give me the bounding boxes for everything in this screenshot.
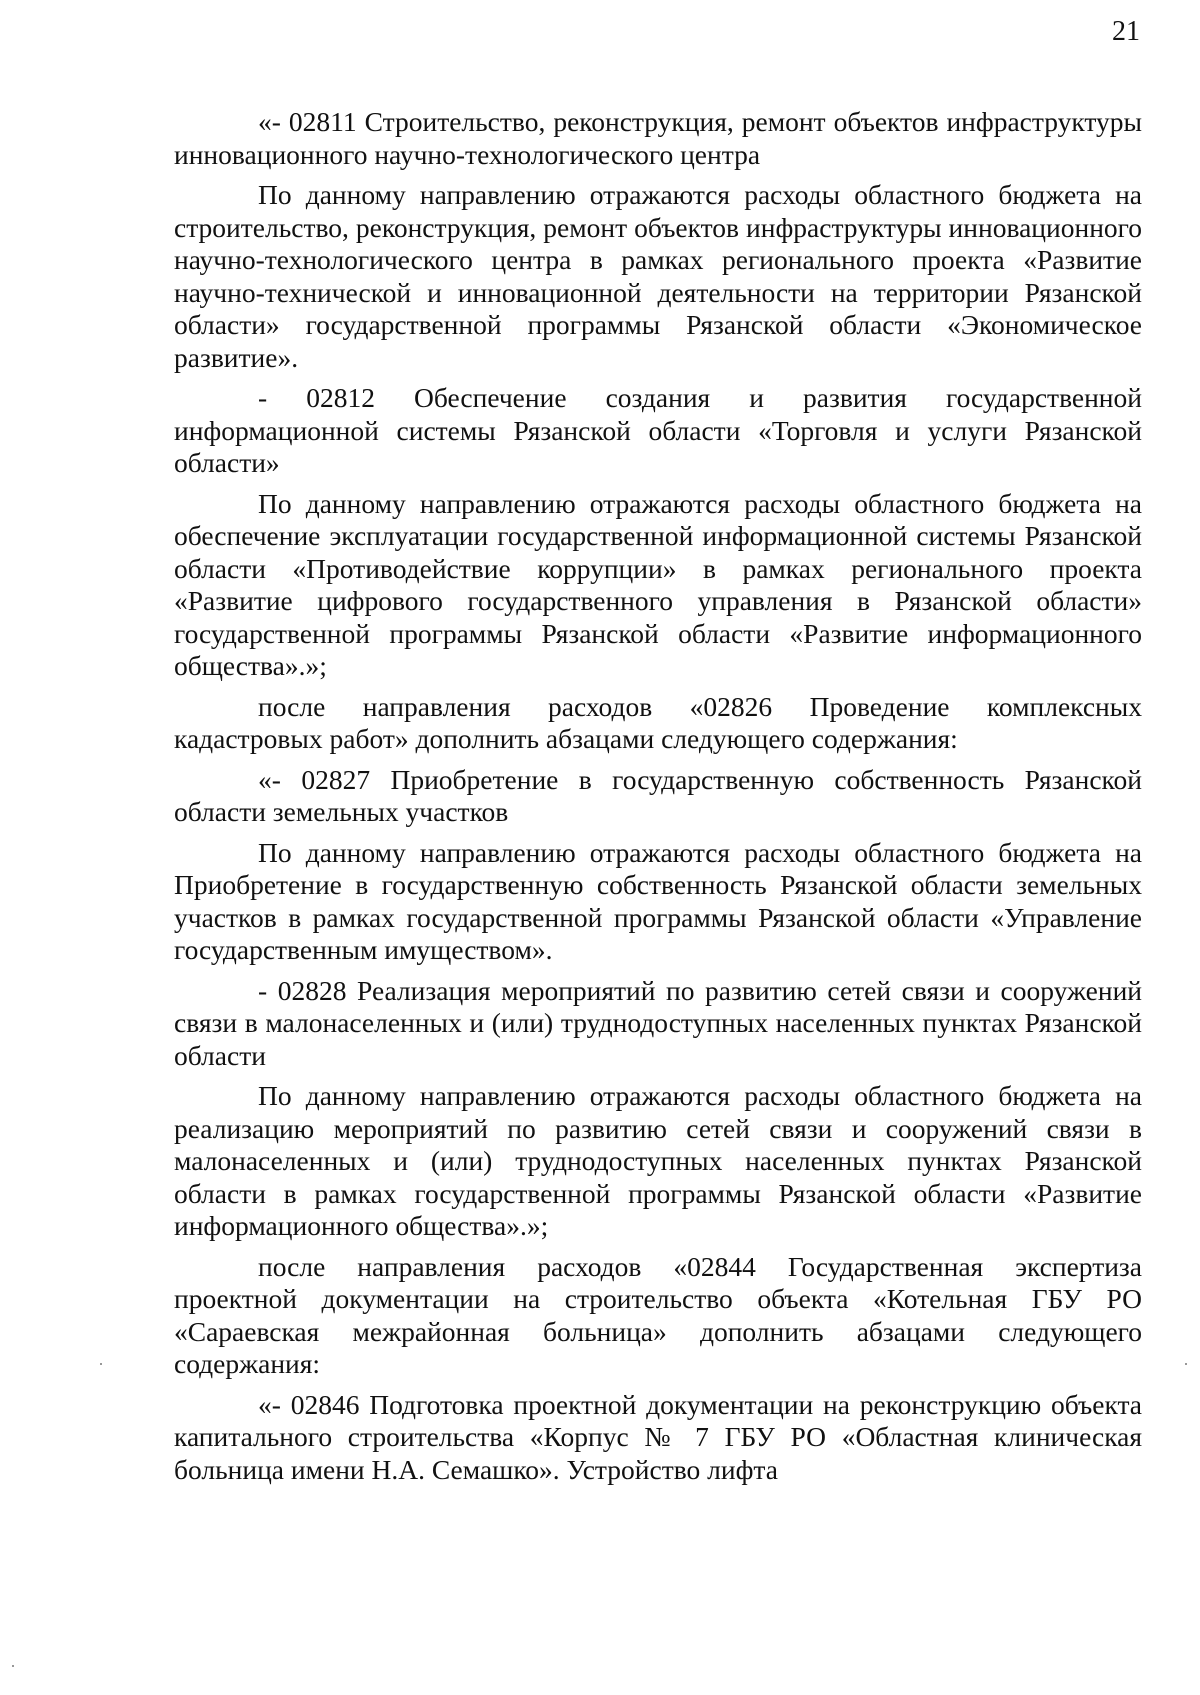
paragraph-02828-heading: - 02828 Реализация мероприятий по развитию сетей связи и сооружений связи в малонаселенных и (или) труднодоступных населенных пунктах Рязанской области (174, 974, 1142, 1071)
paragraph-02827-description: По данному направлению отражаются расходы областного бюджета на Приобретение в государственную собственность Рязанской области земельных участков в рамках государственной программы Рязанской области «Управление государственным имуществом». (174, 836, 1142, 965)
paragraph-02812-heading: - 02812 Обеспечение создания и развития государственной информационной системы Рязанской области «Торговля и услуги Рязанской области» (174, 382, 1142, 478)
page-number: 21 (1112, 16, 1140, 47)
scan-speck (100, 1363, 102, 1365)
scan-speck (12, 1665, 14, 1667)
paragraph-insert-after-02844: после направления расходов «02844 Государственная экспертиза проектной документации на строительство объекта «Котельная ГБУ РО «Сараевская межрайонная больница» дополнить абзацами следующего содержания: (174, 1250, 1142, 1379)
paragraph-02828-description: По данному направлению отражаются расходы областного бюджета на реализацию мероприятий по развитию сетей связи и сооружений связи в малонаселенных и (или) труднодоступных населенных пунктах Рязанской области в рамках государственной программы Рязанской области «Развитие информационного общества».»; (174, 1080, 1142, 1241)
scan-speck (1185, 1363, 1187, 1365)
document-body (174, 106, 1142, 1494)
paragraph-02811-heading: «- 02811 Строительство, реконструкция, ремонт объектов инфраструктуры инновационного научно-технологического центра (174, 106, 1142, 170)
paragraph-02846-heading: «- 02846 Подготовка проектной документации на реконструкцию объекта капитального строительства «Корпус № 7 ГБУ РО «Областная клиническая больница имени Н.А. Семашко». Устройство лифта (174, 1388, 1142, 1485)
paragraph-02811-description: По данному направлению отражаются расходы областного бюджета на строительство, реконструкция, ремонт объектов инфраструктуры инновационного научно-технологического центра в рамках регионального проекта «Развитие научно-технической и инновационной деятельности на территории Рязанской области» государственной программы Рязанской области «Экономическое развитие». (174, 179, 1142, 373)
paragraph-02827-heading: «- 02827 Приобретение в государственную собственность Рязанской области земельных участков (174, 763, 1142, 827)
paragraph-insert-after-02826: после направления расходов «02826 Проведение комплексных кадастровых работ» дополнить абзацами следующего содержания: (174, 690, 1142, 754)
paragraph-02812-description: По данному направлению отражаются расходы областного бюджета на обеспечение эксплуатации государственной информационной системы Рязанской области «Противодействие коррупции» в рамках регионального проекта «Развитие цифрового государственного управления в Рязанской области» государственной программы Рязанской области «Развитие информационного общества».»; (174, 487, 1142, 681)
